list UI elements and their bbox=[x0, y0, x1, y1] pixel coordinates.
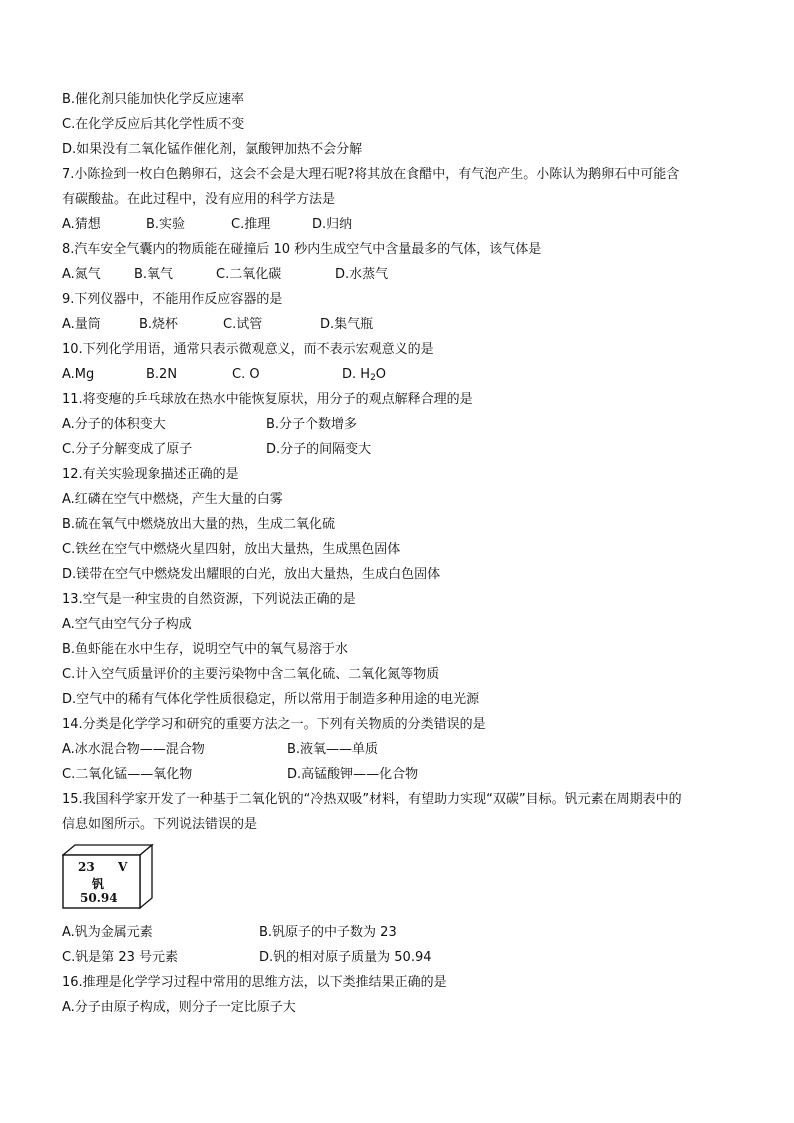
q14-option-b: B.液氧——单质 bbox=[287, 742, 379, 757]
q10-option-c: C. O bbox=[232, 367, 260, 382]
q8-option-a: A.氮气 bbox=[62, 267, 101, 282]
q12-option-d: D.镁带在空气中燃烧发出耀眼的白光，放出大量热，生成白色固体 bbox=[62, 567, 441, 582]
q16-option-a: A.分子由原子构成，则分子一定比原子大 bbox=[62, 1000, 296, 1015]
q11-option-a: A.分子的体积变大 bbox=[62, 417, 166, 432]
q7-stem-line2: 有碳酸盐。在此过程中，没有应用的科学方法是 bbox=[62, 192, 336, 207]
q7-option-d: D.归纳 bbox=[312, 217, 353, 232]
q11-stem: 11.将变瘪的乒乓球放在热水中能恢复原状，用分子的观点解释合理的是 bbox=[62, 392, 473, 407]
q15-option-a: A.钒为金属元素 bbox=[62, 925, 153, 940]
q10-option-d: D. $H_2O$ bbox=[342, 367, 387, 383]
q9-option-d: D.集气瓶 bbox=[320, 317, 374, 332]
q13-stem: 13.空气是一种宝贵的自然资源，下列说法正确的是 bbox=[62, 592, 356, 607]
q6-option-d: D.如果没有二氧化锰作催化剂，氯酸钾加热不会分解 bbox=[62, 142, 363, 157]
element-name: 钒 bbox=[92, 877, 105, 891]
q9-option-c: C.试管 bbox=[223, 317, 263, 332]
q15-option-c: C.钒是第 23 号元素 bbox=[62, 950, 179, 965]
q15-option-b: B.钒原子的中子数为 23 bbox=[259, 925, 397, 940]
q12-option-b: B.硫在氧气中燃烧放出大量的热，生成二氧化硫 bbox=[62, 517, 336, 532]
q10-option-b: B.2N bbox=[146, 367, 178, 382]
q13-option-c: C.计入空气质量评价的主要污染物中含二氧化硫、二氧化氮等物质 bbox=[62, 667, 440, 682]
element-atomic-mass: 50.94 bbox=[80, 891, 118, 905]
q16-stem: 16.推理是化学学习过程中常用的思维方法，以下类推结果正确的是 bbox=[62, 975, 447, 990]
element-symbol: V bbox=[118, 860, 128, 874]
q8-option-b: B.氧气 bbox=[134, 267, 174, 282]
q11-option-d: D.分子的间隔变大 bbox=[266, 442, 372, 457]
q7-stem-line1: 7.小陈捡到一枚白色鹅卵石，这会不会是大理石呢?将其放在食醋中，有气泡产生。小陈认为鹅卵石中可能含 bbox=[62, 167, 680, 182]
q14-stem: 14.分类是化学学习和研究的重要方法之一。下列有关物质的分类错误的是 bbox=[62, 717, 486, 732]
q12-stem: 12.有关实验现象描述正确的是 bbox=[62, 467, 239, 482]
element-atomic-number: 23 bbox=[78, 860, 95, 874]
q6-option-b: B.催化剂只能加快化学反应速率 bbox=[62, 92, 245, 107]
q10-option-a: A.Mg bbox=[62, 367, 95, 382]
q9-stem: 9.下列仪器中，不能用作反应容器的是 bbox=[62, 292, 283, 307]
q14-option-a: A.冰水混合物——混合物 bbox=[62, 742, 205, 757]
q6-option-c: C.在化学反应后其化学性质不变 bbox=[62, 117, 245, 132]
q11-option-c: C.分子分解变成了原子 bbox=[62, 442, 193, 457]
q12-option-a: A.红磷在空气中燃烧，产生大量的白雾 bbox=[62, 492, 283, 507]
q7-option-a: A.猜想 bbox=[62, 217, 101, 232]
q13-option-d: D.空气中的稀有气体化学性质很稳定，所以常用于制造多种用途的电光源 bbox=[62, 692, 480, 707]
q14-option-d: D.高锰酸钾——化合物 bbox=[287, 767, 419, 782]
q7-option-c: C.推理 bbox=[231, 217, 271, 232]
q9-option-b: B.烧杯 bbox=[139, 317, 179, 332]
q7-option-b: B.实验 bbox=[146, 217, 186, 232]
q13-option-b: B.鱼虾能在水中生存，说明空气中的氧气易溶于水 bbox=[62, 642, 349, 657]
vanadium-element-tile bbox=[62, 844, 154, 910]
q14-option-c: C.二氧化锰——氧化物 bbox=[62, 767, 193, 782]
q9-option-a: A.量筒 bbox=[62, 317, 101, 332]
q8-option-c: C.二氧化碳 bbox=[216, 267, 282, 282]
q10-stem: 10.下列化学用语，通常只表示微观意义，而不表示宏观意义的是 bbox=[62, 342, 434, 357]
q15-option-d: D.钒的相对原子质量为 50.94 bbox=[259, 950, 432, 965]
q15-stem-line1: 15.我国科学家开发了一种基于二氧化钒的“冷热双吸”材料，有望助力实现“双碳”目标。钒元素在周期表中的 bbox=[62, 792, 682, 807]
q8-option-d: D.水蒸气 bbox=[335, 267, 389, 282]
q8-stem: 8.汽车安全气囊内的物质能在碰撞后 10 秒内生成空气中含量最多的气体，该气体是 bbox=[62, 242, 542, 257]
q15-stem-line2: 信息如图所示。下列说法错误的是 bbox=[62, 817, 258, 832]
q11-option-b: B.分子个数增多 bbox=[266, 417, 358, 432]
q13-option-a: A.空气由空气分子构成 bbox=[62, 617, 192, 632]
q12-option-c: C.铁丝在空气中燃烧火星四射，放出大量热，生成黑色固体 bbox=[62, 542, 401, 557]
